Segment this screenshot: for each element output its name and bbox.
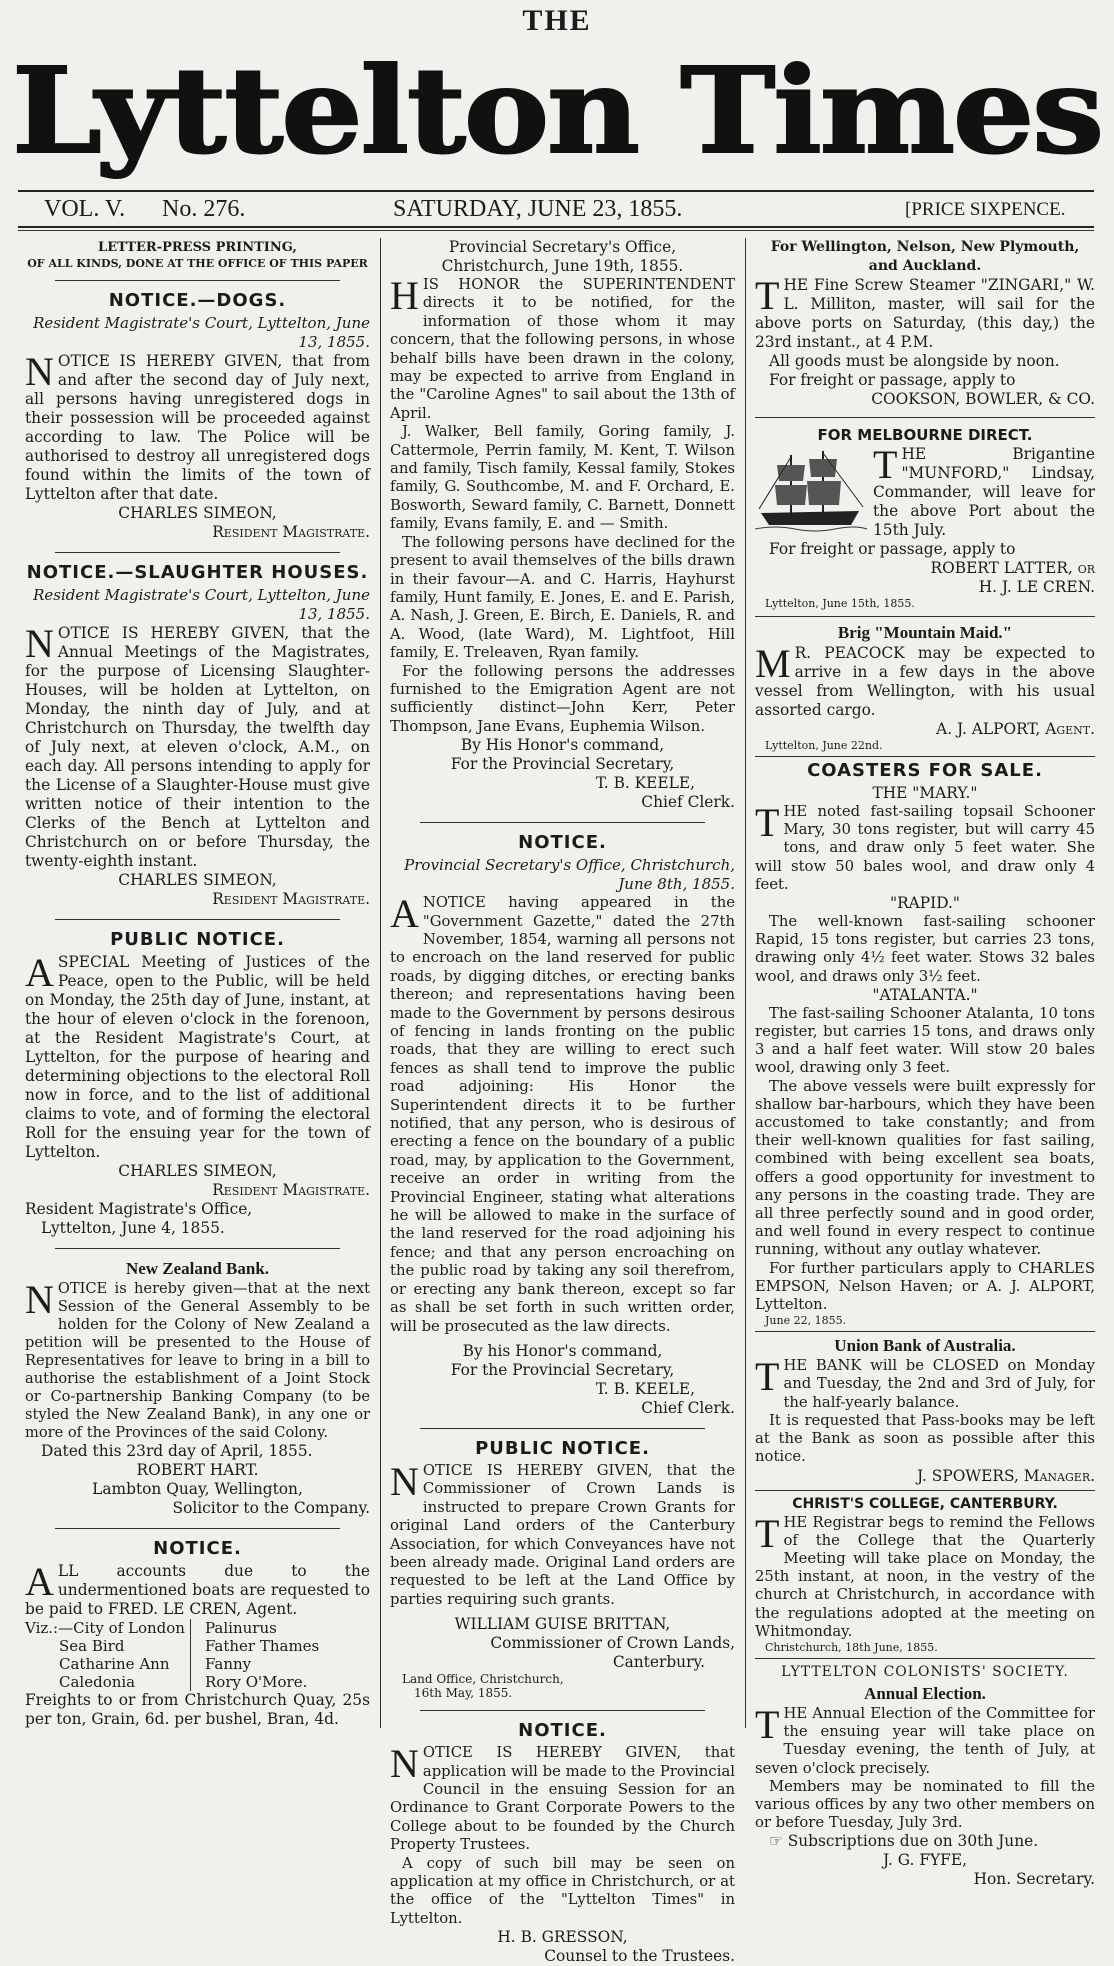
signature-title: Commissioner of Crown Lands,	[490, 1634, 735, 1653]
list-item: Sea Bird	[59, 1637, 125, 1655]
notice-heading: PUBLIC NOTICE.	[110, 929, 285, 950]
drop-cap: N	[390, 1458, 419, 1504]
masthead-title-text: Lyttelton Times	[12, 41, 1102, 180]
ad-freight: For freight or passage, apply to	[769, 540, 1016, 558]
list-item: Caledonia	[59, 1673, 136, 1691]
office: Resident Magistrate's Office,	[25, 1200, 253, 1218]
drop-cap: A	[390, 891, 419, 937]
notice-heading: NOTICE.—DOGS.	[108, 290, 287, 311]
notice-text: OTICE IS HEREBY GIVEN, that application will be made to the Provincial Council in the ensuing Session for an Ordinance to Grant Corporate Powers to the College about to be founded by the Church Property Trustees.	[390, 1744, 735, 1854]
notice-body	[25, 349, 370, 504]
ad-signature: J. SPOWERS, Manager.	[917, 1466, 1095, 1485]
office: Land Office, Christchurch,	[402, 1672, 564, 1687]
declined: The following persons have declined for the present to avail themselves of the bills drawn in their favour—A. and C. Harris, Hayhurst family, Hunt family, E. Jones, E. and E. Parish, A. Nash, J. Green, E. Birch, E. Daniels, R. and A. Wood, (late Ward), M. Lightfoot, Hill family, E. Treleaven, Ryan family.	[390, 533, 735, 662]
ad-apply: For further particulars apply to CHARLES EMPSON, Nelson Haven; or A. J. ALPORT, Lyttelton.	[755, 1259, 1095, 1314]
signature-title: Chief Clerk.	[641, 793, 735, 812]
ad-body	[755, 1701, 1095, 1778]
separator	[420, 822, 705, 823]
signature: ROBERT HART.	[136, 1461, 259, 1479]
boat-list	[25, 1619, 370, 1691]
drop-cap: N	[390, 1741, 419, 1787]
signature-title: Chief Clerk.	[641, 1398, 735, 1417]
notice-heading: New Zealand Bank.	[125, 1259, 270, 1278]
ad-heading: COASTERS FOR SALE.	[807, 760, 1043, 781]
drop-cap: H	[390, 273, 419, 318]
separator	[55, 1528, 340, 1529]
notice-text: OTICE IS HEREBY GIVEN, that the Annual Meetings of the Magistrates, for the purpose of Licensing Slaughter-Houses, will be holden at Lyttelton, on Monday, the ninth day of July, and at Christchurch on Thursday, the twelfth day of July next, at eleven o'clock, A.M., on each day. All persons intending to apply for the License of a Slaughter-House must give written notice of their intention to the Clerks of the Bench at Lyttelton and Christchurch on or before Thursday, the twenty-eighth instant.	[25, 624, 370, 870]
masthead-the: THE	[522, 4, 592, 37]
ad-note: All goods must be alongside by noon.	[769, 352, 1060, 370]
list-item: Rory O'More.	[205, 1673, 308, 1691]
notice-text: NOTICE having appeared in the "Government Gazette," dated the 27th November, 1854, warning all persons not to encroach on the land reserved for public roads, by digging ditches, or erecting banks thereon; and representations having been made to the Government by persons desirous of fencing in lands fronting on the public roads, that they are willing to erect such fences as shall tend to improve the public road adjoining: His Honor the Superintendent directs it to be further notified, that any person, who is desirous of erecting a fence on the boundary of a public road, may, by application to the Government, receive an order in writing from the Provincial Engineer, stating what alterations he will be allowed to make in the surface of the land reserved for the road adjoining his fence; and that any person encroaching on the public road by taking any soil therefrom, or erecting any bank thereon, except so far as shall be set forth in such written order, will be prosecuted as the law directs.	[390, 894, 735, 1335]
notice-text: OTICE IS HEREBY GIVEN, that from and after the second day of July next, all persons having unregistered dogs in their possession will be proceeded against according to law. The Police will be authorised to destroy all unregistered dogs found within the limits of the town of Lyttelton after that date.	[25, 352, 370, 503]
vessel-body	[755, 800, 1095, 894]
notice-heading: NOTICE.	[153, 1538, 242, 1559]
command: By His Honor's command,	[460, 736, 665, 755]
separator	[55, 1248, 340, 1249]
ad-subscriptions: ☞ Subscriptions due on 30th June.	[769, 1832, 1039, 1851]
signature: CHARLES SIMEON,	[118, 504, 277, 522]
ad-signature: A. J. ALPORT, Agent.	[936, 720, 1095, 738]
notice-boats	[25, 1539, 370, 1729]
vessel-body: The fast-sailing Schooner Atalanta, 10 tons register, but carries 15 tons, and draws only 3 and a half feet water. Will stow 20 bales wool, drawing only 3 feet.	[755, 1004, 1095, 1077]
signature: WILLIAM GUISE BRITTAN,	[454, 1615, 671, 1634]
notice-public-meeting	[25, 930, 370, 1238]
list-item: Fanny	[205, 1655, 252, 1673]
notice-text: SPECIAL Meeting of Justices of the Peace, open to the Public, will be held on Monday, the 25th day of June, instant, at the hour of eleven o'clock in the forenoon, at the Resident Magistrate's Court, at Lyttelton, for the purpose of hearing and determining objections to the electoral Roll now in force, and to the list of additional claims to vote, and of forming the electoral Roll for the ensuing year for the town of Lyttelton.	[25, 953, 370, 1161]
ad-text: HE Annual Election of the Committee for the ensuing year will take place on Tuesday evening, the tenth of July, at seven o'clock precisely.	[755, 1704, 1095, 1777]
office-date: 16th May, 1855.	[414, 1686, 513, 1701]
separator	[755, 756, 1095, 757]
notice-body	[25, 1559, 370, 1619]
notice-text: LL accounts due to the undermentioned boats are requested to be paid to FRED. LE CREN, Agent.	[25, 1562, 370, 1618]
ad-text: HE BANK will be CLOSED on Monday and Tuesday, the 2nd and 3rd of July, for the half-yearly balance.	[783, 1357, 1095, 1411]
ad-melbourne	[755, 426, 1095, 610]
ad-text: HE Fine Screw Steamer "ZINGARI," W. L. Milliton, master, will sail for the above ports on Saturday, (this day,) the 23rd instant., at 4 P.M.	[755, 276, 1095, 351]
notice-slaughter-houses	[25, 563, 370, 909]
drop-cap: A	[25, 1559, 54, 1604]
vessel-title: THE "MARY."	[872, 784, 978, 802]
ad-text: R. PEACOCK may be expected to arrive in a few days in the above vessel from Wellington, with his usual assorted cargo.	[755, 644, 1095, 719]
names: J. Walker, Bell family, Goring family, J. Cattermole, Perrin family, M. Kent, T. Wilson and family, Tisch family, Kessal family, Stokes family, G. Southcombe, M. and F. Orchard, E. Bosworth, Seward family, C. Barnett, Donnett family, Evans family, E. and — Smith.	[390, 423, 735, 533]
issue-date: SATURDAY, JUNE 23, 1855.	[393, 196, 683, 222]
ad-text: HE Brigantine "MUNFORD," Lindsay, Commander, will leave for the above Port about the 15th July.	[873, 445, 1095, 539]
dated: Dated this 23rd day of April, 1855.	[41, 1442, 313, 1460]
separator	[755, 417, 1095, 418]
notice-source: Resident Magistrate's Court, Lyttelton, June 13, 1855.	[33, 586, 370, 623]
notice-heading: PUBLIC NOTICE.	[475, 1437, 650, 1459]
addresses: For the following persons the addresses furnished to the Emigration Agent are not sufficiently distinct—John Kerr, Peter Thompson, Jane Evans, Euphemia Wilson.	[390, 662, 735, 735]
ad-signature: ROBERT LATTER, or	[930, 559, 1095, 577]
ship-icon	[755, 447, 867, 537]
ad-body	[755, 1354, 1095, 1412]
vessel-body: The well-known fast-sailing schooner Rapid, 15 tons register, but carries 23 tons, drawing only 4½ feet water. Stows 32 bales wool, and draws only 3½ feet.	[755, 913, 1095, 985]
ad-heading: FOR MELBOURNE DIRECT.	[817, 426, 1033, 444]
notice-nz-bank	[25, 1259, 370, 1518]
dateline	[0, 194, 1114, 226]
list-item: Viz.:—City of London	[25, 1619, 185, 1637]
notice-body	[25, 621, 370, 871]
signature: CHARLES SIMEON,	[118, 1162, 277, 1180]
ad-dated: June 22, 1855.	[765, 1314, 847, 1328]
ad-signature-title: Hon. Secretary.	[973, 1870, 1095, 1889]
separator	[755, 1331, 1095, 1332]
notice-heading: NOTICE.	[518, 1720, 607, 1742]
ad-body	[755, 1510, 1095, 1641]
drop-cap: T	[873, 442, 898, 487]
ad-body	[755, 273, 1095, 352]
notice-text: OTICE IS HEREBY GIVEN, that the Commissioner of Crown Lands is instructed to prepare Crown Grants for original Land orders of the Canterbury Association, for which Conveyances have not been already made. Original Land orders are requested to be left at the Land Office by parties requiring such grants.	[390, 1461, 735, 1608]
ad-colonists-society	[755, 1663, 1095, 1889]
ad-coasters	[755, 761, 1095, 1327]
office-date: Lyttelton, June 4, 1855.	[41, 1219, 225, 1237]
signature: H. B. GRESSON,	[497, 1928, 628, 1947]
drop-cap: T	[755, 800, 780, 845]
vessel-title: "ATALANTA."	[872, 985, 978, 1004]
drop-cap: T	[755, 1701, 780, 1747]
masthead-rule-top	[18, 190, 1094, 192]
signature-address: Lambton Quay, Wellington,	[92, 1480, 303, 1498]
separator	[420, 1428, 705, 1429]
drop-cap: A	[25, 950, 54, 995]
notice-source: Provincial Secretary's Office, Christchurch, June 8th, 1855.	[404, 856, 735, 894]
vessel-title: "RAPID."	[890, 894, 960, 913]
for-secretary: For the Provincial Secretary,	[450, 755, 675, 774]
ad-heading: LYTTELTON COLONISTS' SOCIETY.	[781, 1663, 1069, 1680]
list-item: Palinurus	[205, 1619, 277, 1637]
masthead-rule-bottom-thin	[18, 230, 1094, 231]
ad-freight: For freight or passage, apply to	[769, 371, 1016, 389]
signature-place: Canterbury.	[612, 1653, 705, 1672]
printing-title: LETTER-PRESS PRINTING,	[98, 240, 297, 255]
column-rule-2	[745, 238, 746, 1728]
signature: T. B. KEELE,	[595, 1379, 695, 1398]
for-secretary: For the Provincial Secretary,	[450, 1360, 675, 1379]
drop-cap: N	[25, 1277, 54, 1322]
office-date: Christchurch, June 19th, 1855.	[441, 257, 684, 275]
ad-heading: Brig "Mountain Maid."	[837, 623, 1013, 642]
column-2	[390, 238, 735, 1966]
ad-union-bank	[755, 1336, 1095, 1485]
ad-text: The above vessels were built expressly for shallow bar-harbours, which they have been accustomed to take constantly; and from their well-known qualities for fast sailing, combined with being excellent sea boats, offers a good opportunity for investment to any persons in the coasting trade. They are all three perfectly sound and in good order, and well found in every respect to continue running, without any outlay whatever.	[755, 1077, 1095, 1259]
masthead-title	[0, 40, 1114, 190]
notice-body	[25, 1277, 370, 1442]
drop-cap: N	[25, 621, 54, 666]
notice-body	[25, 950, 370, 1162]
ad-signature: H. J. LE CREN.	[978, 578, 1095, 596]
separator	[55, 552, 340, 553]
issue-number: No. 276.	[162, 196, 246, 222]
separator	[755, 616, 1095, 617]
list-item: Father Thames	[205, 1637, 320, 1655]
ad-signature: COOKSON, BOWLER, & CO.	[871, 390, 1095, 408]
volume: VOL. V.	[44, 196, 126, 222]
signature-title: Resident Magistrate.	[212, 1181, 370, 1199]
separator	[55, 919, 340, 920]
signature: CHARLES SIMEON,	[118, 871, 277, 889]
ad-members: Members may be nominated to fill the various offices by any two other members on or before Tuesday, July 3rd.	[755, 1777, 1095, 1832]
drop-cap: T	[755, 1354, 780, 1400]
separator	[755, 1658, 1095, 1659]
ad-signature: J. G. FYFE,	[883, 1851, 967, 1870]
ad-dated: Christchurch, 18th June, 1855.	[765, 1640, 938, 1654]
separator	[55, 280, 340, 281]
ad-request: It is requested that Pass-books may be left at the Bank as soon as possible after this notice.	[755, 1411, 1095, 1466]
price: [PRICE SIXPENCE.	[905, 199, 1066, 220]
signature-title: Counsel to the Trustees.	[544, 1947, 735, 1966]
notice-body	[390, 1458, 735, 1609]
notice-text: OTICE is hereby given—that at the next Session of the General Assembly to be holden for the Colony of New Zealand a petition will be presented to the House of Representatives for leave to bring in a bill to authorise the establishment of a Joint Stock or Co-partnership Banking Company (to be styled the New Zealand Bank), in any one or more of the Provinces of the said Colony.	[25, 1280, 370, 1441]
notice-source: Resident Magistrate's Court, Lyttelton, June 13, 1855.	[33, 314, 370, 351]
drop-cap: T	[755, 273, 780, 318]
notice-roads	[390, 833, 735, 1418]
ad-heading: CHRIST'S COLLEGE, CANTERBURY.	[792, 1495, 1058, 1512]
ad-text: HE Registrar begs to remind the Fellows of the College that the Quarterly Meeting will take place on Monday, the 25th instant, at noon, in the vestry of the church at Christchurch, in accordance with the regulations adopted at the meeting on Whitmonday.	[755, 1513, 1095, 1640]
notice-body	[390, 891, 735, 1336]
printing-sub: OF ALL KINDS, DONE AT THE OFFICE OF THIS PAPER	[27, 257, 368, 270]
signature-title: Resident Magistrate.	[212, 890, 370, 908]
masthead-rule-bottom	[18, 226, 1094, 228]
notice-crown-grants	[390, 1439, 735, 1700]
drop-cap: T	[755, 1510, 780, 1556]
separator	[420, 1710, 705, 1711]
column-rule-1	[380, 238, 381, 1728]
notice-dogs	[25, 291, 370, 542]
separator	[755, 1490, 1095, 1491]
drop-cap: M	[755, 641, 791, 686]
notice-college-ordinance	[390, 1721, 735, 1966]
ad-brig	[755, 623, 1095, 752]
boat-list-left	[25, 1619, 190, 1691]
list-item: Catharine Ann	[59, 1655, 170, 1673]
office: Provincial Secretary's Office,	[448, 238, 677, 256]
vessel-text: HE noted fast-sailing topsail Schooner Mary, 30 tons register, but will carry 45 tons, and draw only 5 feet water. She will stow 50 bales wool, and draw only 4 feet.	[755, 803, 1095, 893]
signature-title: Resident Magistrate.	[212, 523, 370, 541]
ad-christs-college	[755, 1495, 1095, 1654]
freights: Freights to or from Christchurch Quay, 25s per ton, Grain, 6d. per bushel, Bran, 4d.	[25, 1691, 370, 1728]
notice-body	[390, 273, 735, 423]
ad-steamer	[755, 238, 1095, 409]
notice-body	[390, 1741, 735, 1854]
notice-heading: NOTICE.	[518, 832, 607, 854]
drop-cap: N	[25, 349, 54, 394]
boat-list-right	[190, 1619, 370, 1691]
notice-heading: NOTICE.—SLAUGHTER HOUSES.	[26, 562, 369, 583]
ad-subheading: Annual Election.	[864, 1683, 986, 1703]
signature: T. B. KEELE,	[595, 774, 695, 793]
column-1	[25, 238, 370, 1728]
ad-heading: For Wellington, Nelson, New Plymouth, and Auckland.	[770, 239, 1080, 274]
ad-body	[755, 641, 1095, 720]
column-3	[755, 238, 1095, 1889]
notice-immigrants	[390, 238, 735, 812]
ad-dated: Lyttelton, June 22nd.	[765, 739, 883, 752]
ad-heading: Union Bank of Australia.	[834, 1336, 1016, 1356]
copy-note: A copy of such bill may be seen on application at my office in Christchurch, or at the office of the "Lyttelton Times" in Lyttelton.	[390, 1854, 735, 1927]
notice-text: IS HONOR the SUPERINTENDENT directs it to be notified, for the information of those whom it may concern, that the following persons, in whose behalf bills have been drawn in the colony, may be expected to arrive from England in the "Caroline Agnes" to sail about the 13th of April.	[390, 276, 735, 422]
ad-dated: Lyttelton, June 15th, 1855.	[765, 597, 915, 610]
command: By his Honor's command,	[462, 1341, 663, 1360]
signature-title: Solicitor to the Company.	[172, 1499, 370, 1517]
